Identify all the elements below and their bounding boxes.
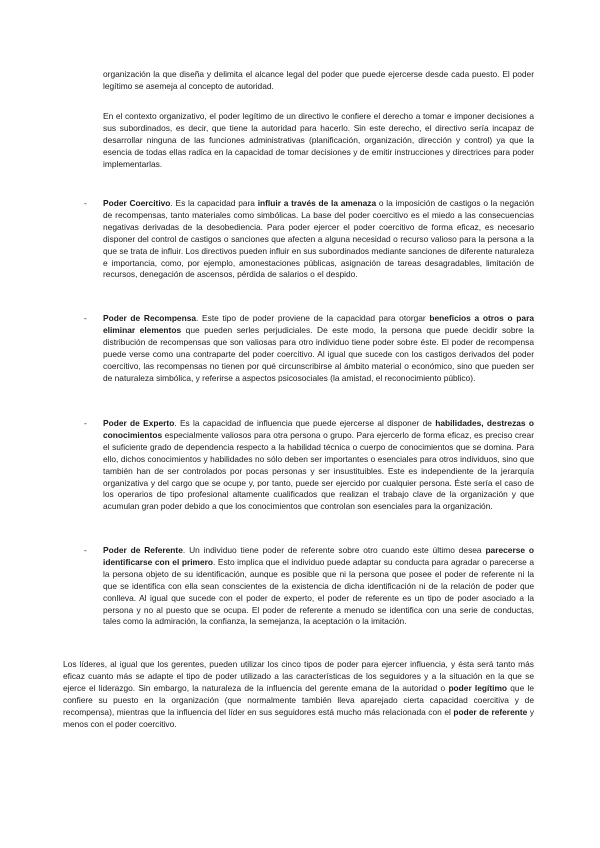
- closing-text: y menos con el poder coercitivo.: [63, 706, 535, 729]
- item-title: Poder Coercitivo: [103, 198, 171, 208]
- closing-text: que le confiere su puesto en la organización (que normalmente también lleva aparejado cierta capacidad coercitiva y de recompensa), mientras que la influencia del líder en sus seguidores está mucho más relacionada con el: [63, 682, 534, 717]
- item-text: . Es la capacidad de influencia que puede ejercerse al disponer de: [174, 418, 436, 428]
- item-emphasis: parecerse o identificarse con el primero: [103, 545, 534, 567]
- item-text: especialmente valiosos para otra persona o grupo. Para ejercerlo de forma eficaz, es preciso crear el suficiente grado de dependencia respecto a la habilidad técnica o cuerpo de conocimientos que se domina. Para ello, dichos conocimientos y habilidades no sólo deben ser importantes o esenciales para otros individuos, sino que también han de ser controlados por pocas personas y ser insustituibles. Este es independiente de la jerarquía organizativa y del cargo que se ocupe y, por tanto, puede ser ejercido por cualquier persona. Éste sería el caso de los operarios de tipo profesional altamente cualificados que realizan el trabajo clave de la organización y que acumulan gran poder debido a que los conocimientos que controlan son esenciales para la organización.: [103, 429, 534, 512]
- intro-paragraph-1: [103, 69, 534, 93]
- intro-paragraph-2: [103, 111, 534, 171]
- list-item-recompensa: [103, 313, 534, 384]
- closing-emphasis: poder de referente: [453, 706, 528, 717]
- item-text: . Este tipo de poder proviene de la capacidad para otorgar: [196, 313, 430, 323]
- item-text: . Esto implica que el individuo puede adaptar su conducta para agradar o parecerse a la persona objeto de su identificación, aunque es posible que ni la persona que posee el poder de referente ni la que se identifica con ella sean conscientes de la existencia de dicha identificación ni de la relación de poder que conlleva. Al igual que sucede con el poder de experto, el poder de referente es un tipo de poder asociado a la persona y no al puesto que se ocupa. El poder de referente a menudo se identifica con una serie de conductas, tales como la admiración, la confianza, la semejanza, la aceptación o la imitación.: [103, 556, 534, 627]
- bullet-marker: -: [84, 198, 87, 208]
- bullet-marker: -: [84, 545, 87, 555]
- item-emphasis: habilidades, destrezas o conocimientos: [103, 418, 534, 440]
- closing-emphasis: poder legítimo: [448, 682, 508, 693]
- closing-text: Los líderes, al igual que los gerentes, pueden utilizar los cinco tipos de poder para ejercer influencia, y ésta será tanto más eficaz cuanto más se adapte el tipo de poder utilizado a las características de los seguidores y a la situación en la que se ejerce el liderazgo. Sin embargo, la naturaleza de la influencia del gerente emana de la autoridad o: [63, 659, 534, 693]
- item-emphasis: beneficios a otros o para eliminar elementos: [103, 313, 534, 335]
- item-text: que pueden serles perjudiciales. De este modo, la persona que puede decidir sobre la distribución de recompensas que son valiosas para otro individuo tiene poder sobre éste. El poder de recompensa puede verse como una contraparte del poder coercitivo. Al igual que sucede con los castigos derivados del poder coercitivo, las recompensas no tienen por qué circunscribirse al ámbito material o económico, sino que pueden ser de naturaleza simbólica, y referirse a aspectos psicosociales (la amistad, el reconocimiento público).: [103, 324, 535, 383]
- intro-text-1: organización la que diseña y delimita el alcance legal del poder que puede ejercerse desde cada puesto. El poder legítimo se asemeja al concepto de autoridad.: [103, 69, 534, 91]
- item-title: Poder de Referente: [103, 545, 183, 555]
- list-item-referente: [103, 545, 534, 628]
- closing-paragraph: [63, 659, 534, 730]
- item-title: Poder de Recompensa: [103, 313, 197, 323]
- item-title: Poder de Experto: [103, 418, 175, 428]
- intro-text-2: En el contexto organizativo, el poder legítimo de un directivo le confiere el derecho a tomar e imponer decisiones a sus subordinados, es decir, que tiene la autoridad para hacerlo. Sin este derecho, el directivo sería incapaz de desarrollar ninguna de las funciones administrativas (planificación, organización, dirección y control) ya que la esencia de todas ellas radica en la capacidad de tomar decisiones y de emitir instrucciones y directrices para poder implementarlas.: [103, 111, 534, 169]
- list-item-experto: [103, 418, 534, 513]
- bullet-marker: -: [84, 418, 87, 428]
- item-text: o la imposición de castigos o la negación de recompensas, tanto materiales como simbólicas. La base del poder coercitivo es el miedo a las consecuencias negativas derivadas de la desobediencia. Para poder ejercer el poder coercitivo de forma eficaz, es necesario disponer del control de castigos o sanciones que afecten a alguna necesidad o recurso valioso para la persona a la que se trata de influir. Los directivos pueden influir en sus subordinados mediante sanciones de diferente naturaleza e importancia, como, por ejemplo, amonestaciones públicas, asignación de tareas desagradables, limitación de recursos, denegación de ascensos, pérdida de salarios o el despido.: [103, 198, 534, 280]
- item-text: . Un individuo tiene poder de referente sobre otro cuando este último desea: [182, 545, 486, 555]
- item-emphasis: influir a través de la amenaza: [257, 198, 377, 208]
- item-text: . Es la capacidad para: [170, 198, 258, 208]
- bullet-marker: -: [84, 313, 87, 323]
- list-item-coercitivo: [103, 198, 534, 281]
